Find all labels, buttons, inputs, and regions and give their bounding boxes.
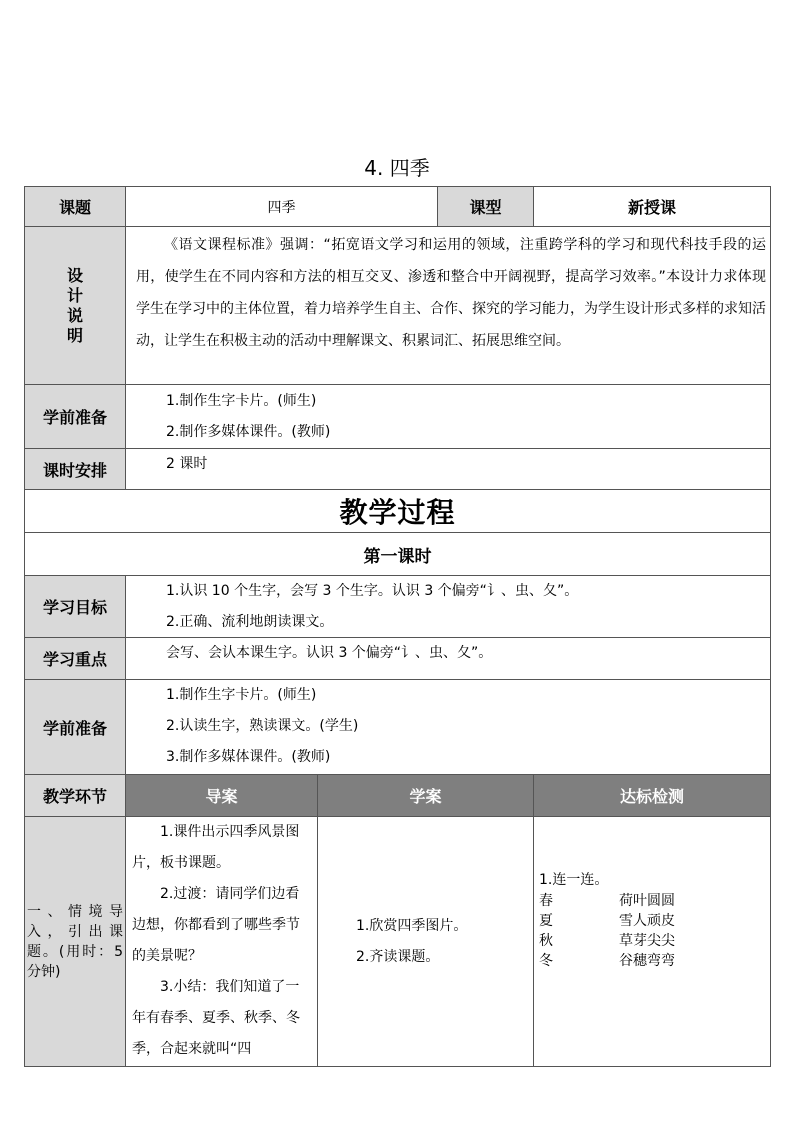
- step1-name-cell: [24, 816, 126, 1067]
- prep1-item: 2.制作多媒体课件。(教师): [166, 424, 331, 440]
- topic-label: 课题: [24, 186, 126, 227]
- header-step: 教学环节: [24, 774, 126, 817]
- step1-study-item: 2.齐读课题。: [356, 948, 440, 965]
- focus-value: 会写、会认本课生字。认识 3 个偏旁“讠、虫、夂”。: [166, 645, 493, 661]
- check-pair: 冬 谷穗弯弯: [539, 953, 675, 969]
- header-study: 学案: [317, 774, 534, 817]
- goals-cell: [125, 575, 771, 638]
- header-check: 达标检测: [533, 774, 771, 817]
- step1-guide-item: 3.小结：我们知道了一年有春季、夏季、秋季、冬季，合起来就叫“四: [132, 979, 300, 1057]
- prep2-cell: [125, 679, 771, 775]
- prep1-item: 1.制作生字卡片。(师生): [166, 393, 317, 409]
- type-value: 新授课: [533, 186, 771, 227]
- step1-guide-item: 2.过渡：请同学们边看边想，你都看到了哪些季节的美景呢？: [132, 886, 300, 964]
- focus-label: 学习重点: [24, 637, 126, 680]
- design-text-cell: [125, 226, 771, 385]
- design-text: 《语文课程标准》强调：“拓宽语文学习和运用的领域，注重跨学科的学习和现代科技手段的运用，使学生在不同内容和方法的相互交叉、渗透和整合中开阔视野，提高学习效率。”本设计力求体现学生在学习中的主体位置，着力培养学生自主、合作、探究的学习能力，为学生设计形式多样的求知活动，让学生在积极主动的活动中理解课文、积累词汇、拓展思维空间。: [136, 237, 766, 349]
- page-title: 4. 四季: [364, 156, 430, 180]
- goals-item: 1.认识 10 个生字，会写 3 个生字。认识 3 个偏旁“讠、虫、夂”。: [166, 583, 579, 599]
- prep2-item: 2.认读生字，熟读课文。(学生): [166, 718, 359, 734]
- step1-study-cell: [317, 816, 534, 1067]
- prep1-label: 学前准备: [24, 384, 126, 449]
- step1-name: 一、情境导入，引出课题。(用时：5 分钟): [27, 903, 123, 980]
- lesson-title: 第一课时: [24, 532, 771, 576]
- step1-check-cell: [533, 816, 771, 1067]
- step1-guide-cell: [125, 816, 318, 1067]
- check-pair: 夏 雪人顽皮: [539, 913, 675, 929]
- prep2-item: 1.制作生字卡片。(师生): [166, 687, 317, 703]
- design-label-text: 设 计 说 明: [66, 265, 83, 345]
- design-label: [24, 226, 126, 385]
- type-label: 课型: [437, 186, 534, 227]
- schedule-value: 2 课时: [166, 456, 208, 472]
- check-title: 1.连一连。: [539, 872, 609, 888]
- prep2-item: 3.制作多媒体课件。(教师): [166, 749, 331, 765]
- process-title: 教学过程: [24, 489, 771, 533]
- topic-value: 四季: [125, 186, 438, 227]
- step1-guide-item: 1.课件出示四季风景图片，板书课题。: [132, 824, 300, 871]
- focus-cell: [125, 637, 771, 680]
- schedule-cell: [125, 448, 771, 490]
- header-guide: 导案: [125, 774, 318, 817]
- check-pair: 秋 草芽尖尖: [539, 933, 675, 949]
- prep2-label: 学前准备: [24, 679, 126, 775]
- check-pair: 春 荷叶圆圆: [539, 893, 675, 909]
- prep1-cell: [125, 384, 771, 449]
- step1-study-item: 1.欣赏四季图片。: [356, 917, 468, 934]
- schedule-label: 课时安排: [24, 448, 126, 490]
- goals-item: 2.正确、流利地朗读课文。: [166, 614, 334, 630]
- goals-label: 学习目标: [24, 575, 126, 638]
